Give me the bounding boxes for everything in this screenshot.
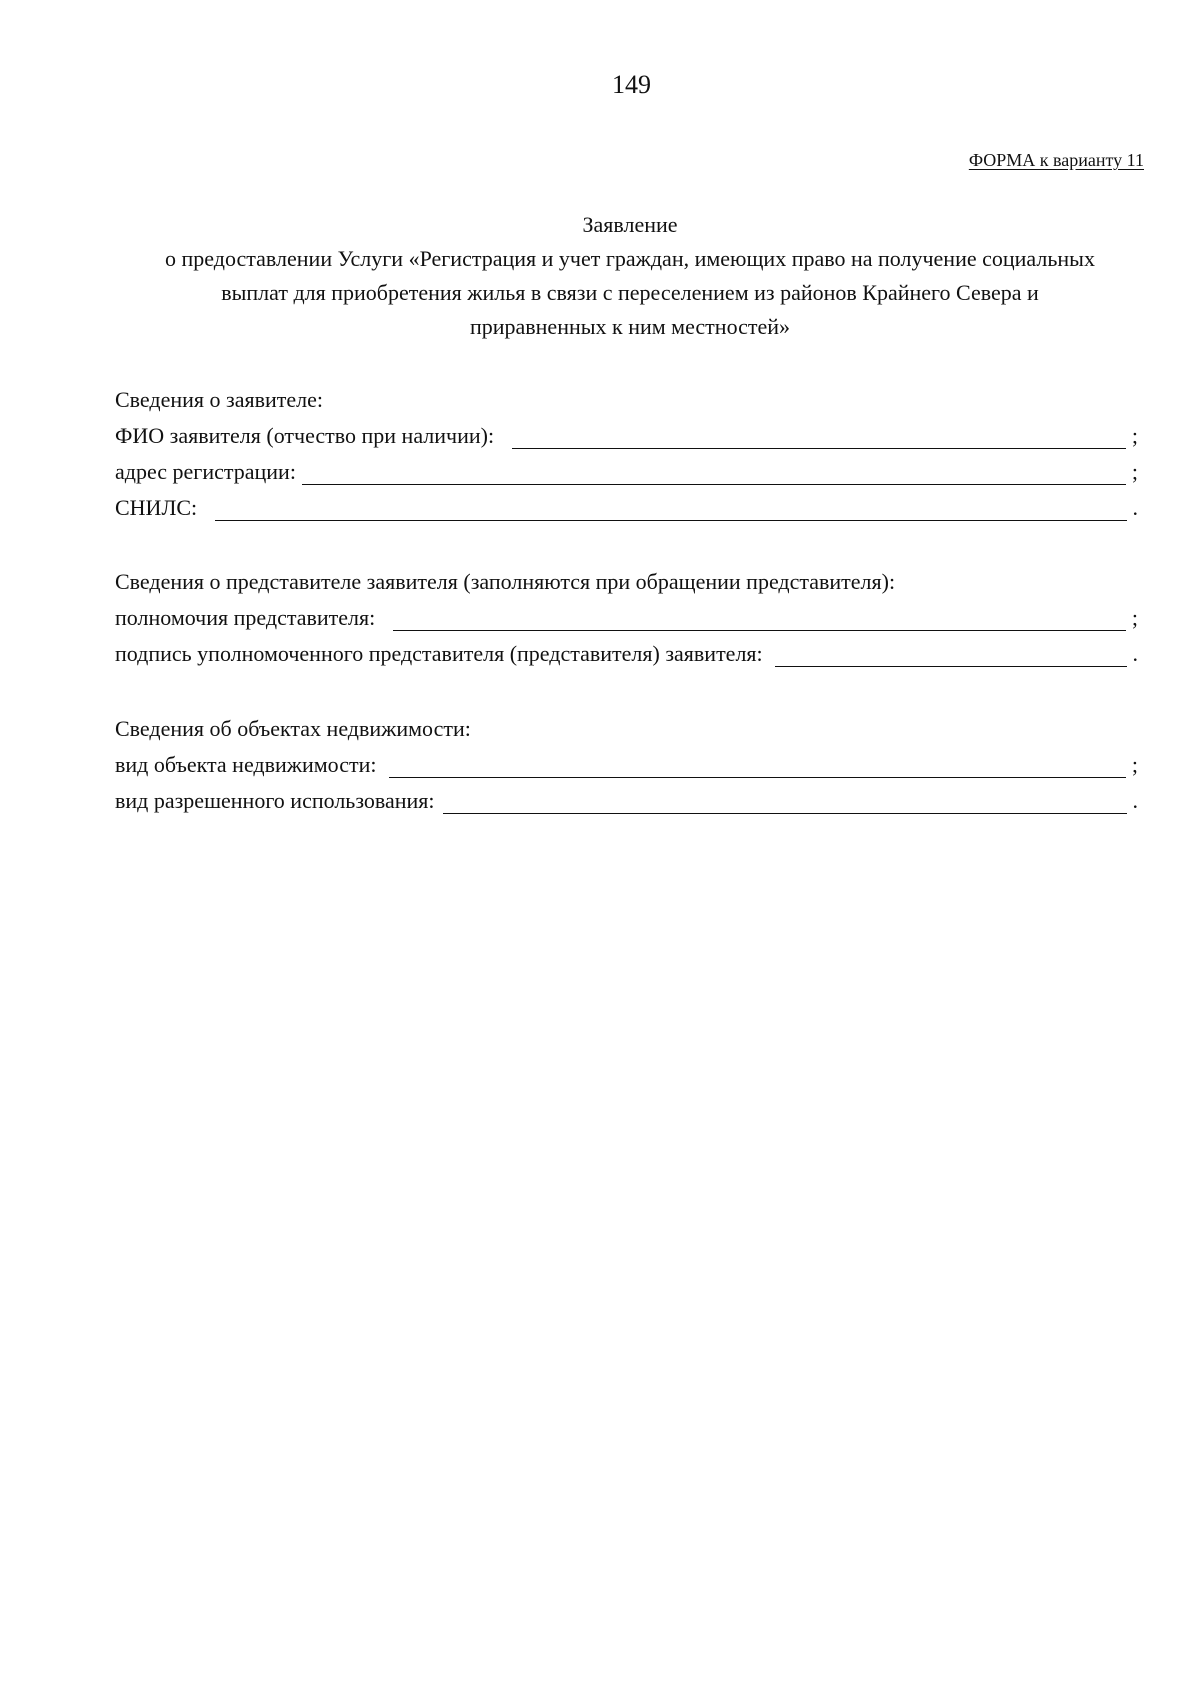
form-variant-label: ФОРМА к варианту 11 (968, 150, 1144, 170)
signature-row (115, 641, 1138, 677)
title-heading: Заявление (582, 212, 678, 237)
fio-punct: ; (1131, 423, 1138, 448)
fio-row (115, 423, 1138, 459)
snils-field[interactable] (215, 519, 1126, 521)
address-label: адрес регистрации: (115, 459, 296, 484)
signature-field[interactable] (775, 665, 1127, 667)
fio-label: ФИО заявителя (отчество при наличии): (115, 423, 495, 448)
powers-row (115, 605, 1138, 641)
permitted-use-row (115, 788, 1138, 824)
applicant-heading: Сведения о заявителе: (115, 387, 324, 412)
powers-punct: ; (1131, 605, 1138, 630)
property-type-field[interactable] (389, 776, 1126, 778)
title-line-1: о предоставлении Услуги «Регистрация и учет граждан, имеющих право на получение социальных (165, 246, 1095, 271)
permitted-use-punct: . (1132, 788, 1138, 813)
signature-label: подпись уполномоченного представителя (представителя) заявителя: (115, 641, 763, 666)
property-heading: Сведения об объектах недвижимости: (115, 716, 471, 741)
property-section (115, 716, 1138, 824)
permitted-use-label: вид разрешенного использования: (115, 788, 435, 813)
fio-field[interactable] (512, 447, 1126, 449)
page-number: 149 (612, 70, 651, 99)
snils-label: СНИЛС: (115, 495, 198, 520)
property-type-label: вид объекта недвижимости: (115, 752, 377, 777)
powers-label: полномочия представителя: (115, 605, 376, 630)
representative-section (115, 569, 1138, 677)
permitted-use-field[interactable] (443, 812, 1127, 814)
address-row (115, 459, 1138, 495)
representative-heading: Сведения о представителе заявителя (заполняются при обращении представителя): (115, 569, 896, 594)
title-line-2: выплат для приобретения жилья в связи с переселением из районов Крайнего Севера и (221, 280, 1039, 305)
snils-punct: . (1132, 495, 1138, 520)
address-field[interactable] (302, 483, 1126, 485)
document-title (100, 208, 1160, 344)
applicant-section (115, 387, 1138, 531)
signature-punct: . (1132, 641, 1138, 666)
property-type-row (115, 752, 1138, 788)
property-type-punct: ; (1131, 752, 1138, 777)
snils-row (115, 495, 1138, 531)
powers-field[interactable] (393, 629, 1126, 631)
address-punct: ; (1131, 459, 1138, 484)
title-line-3: приравненных к ним местностей» (469, 314, 791, 339)
